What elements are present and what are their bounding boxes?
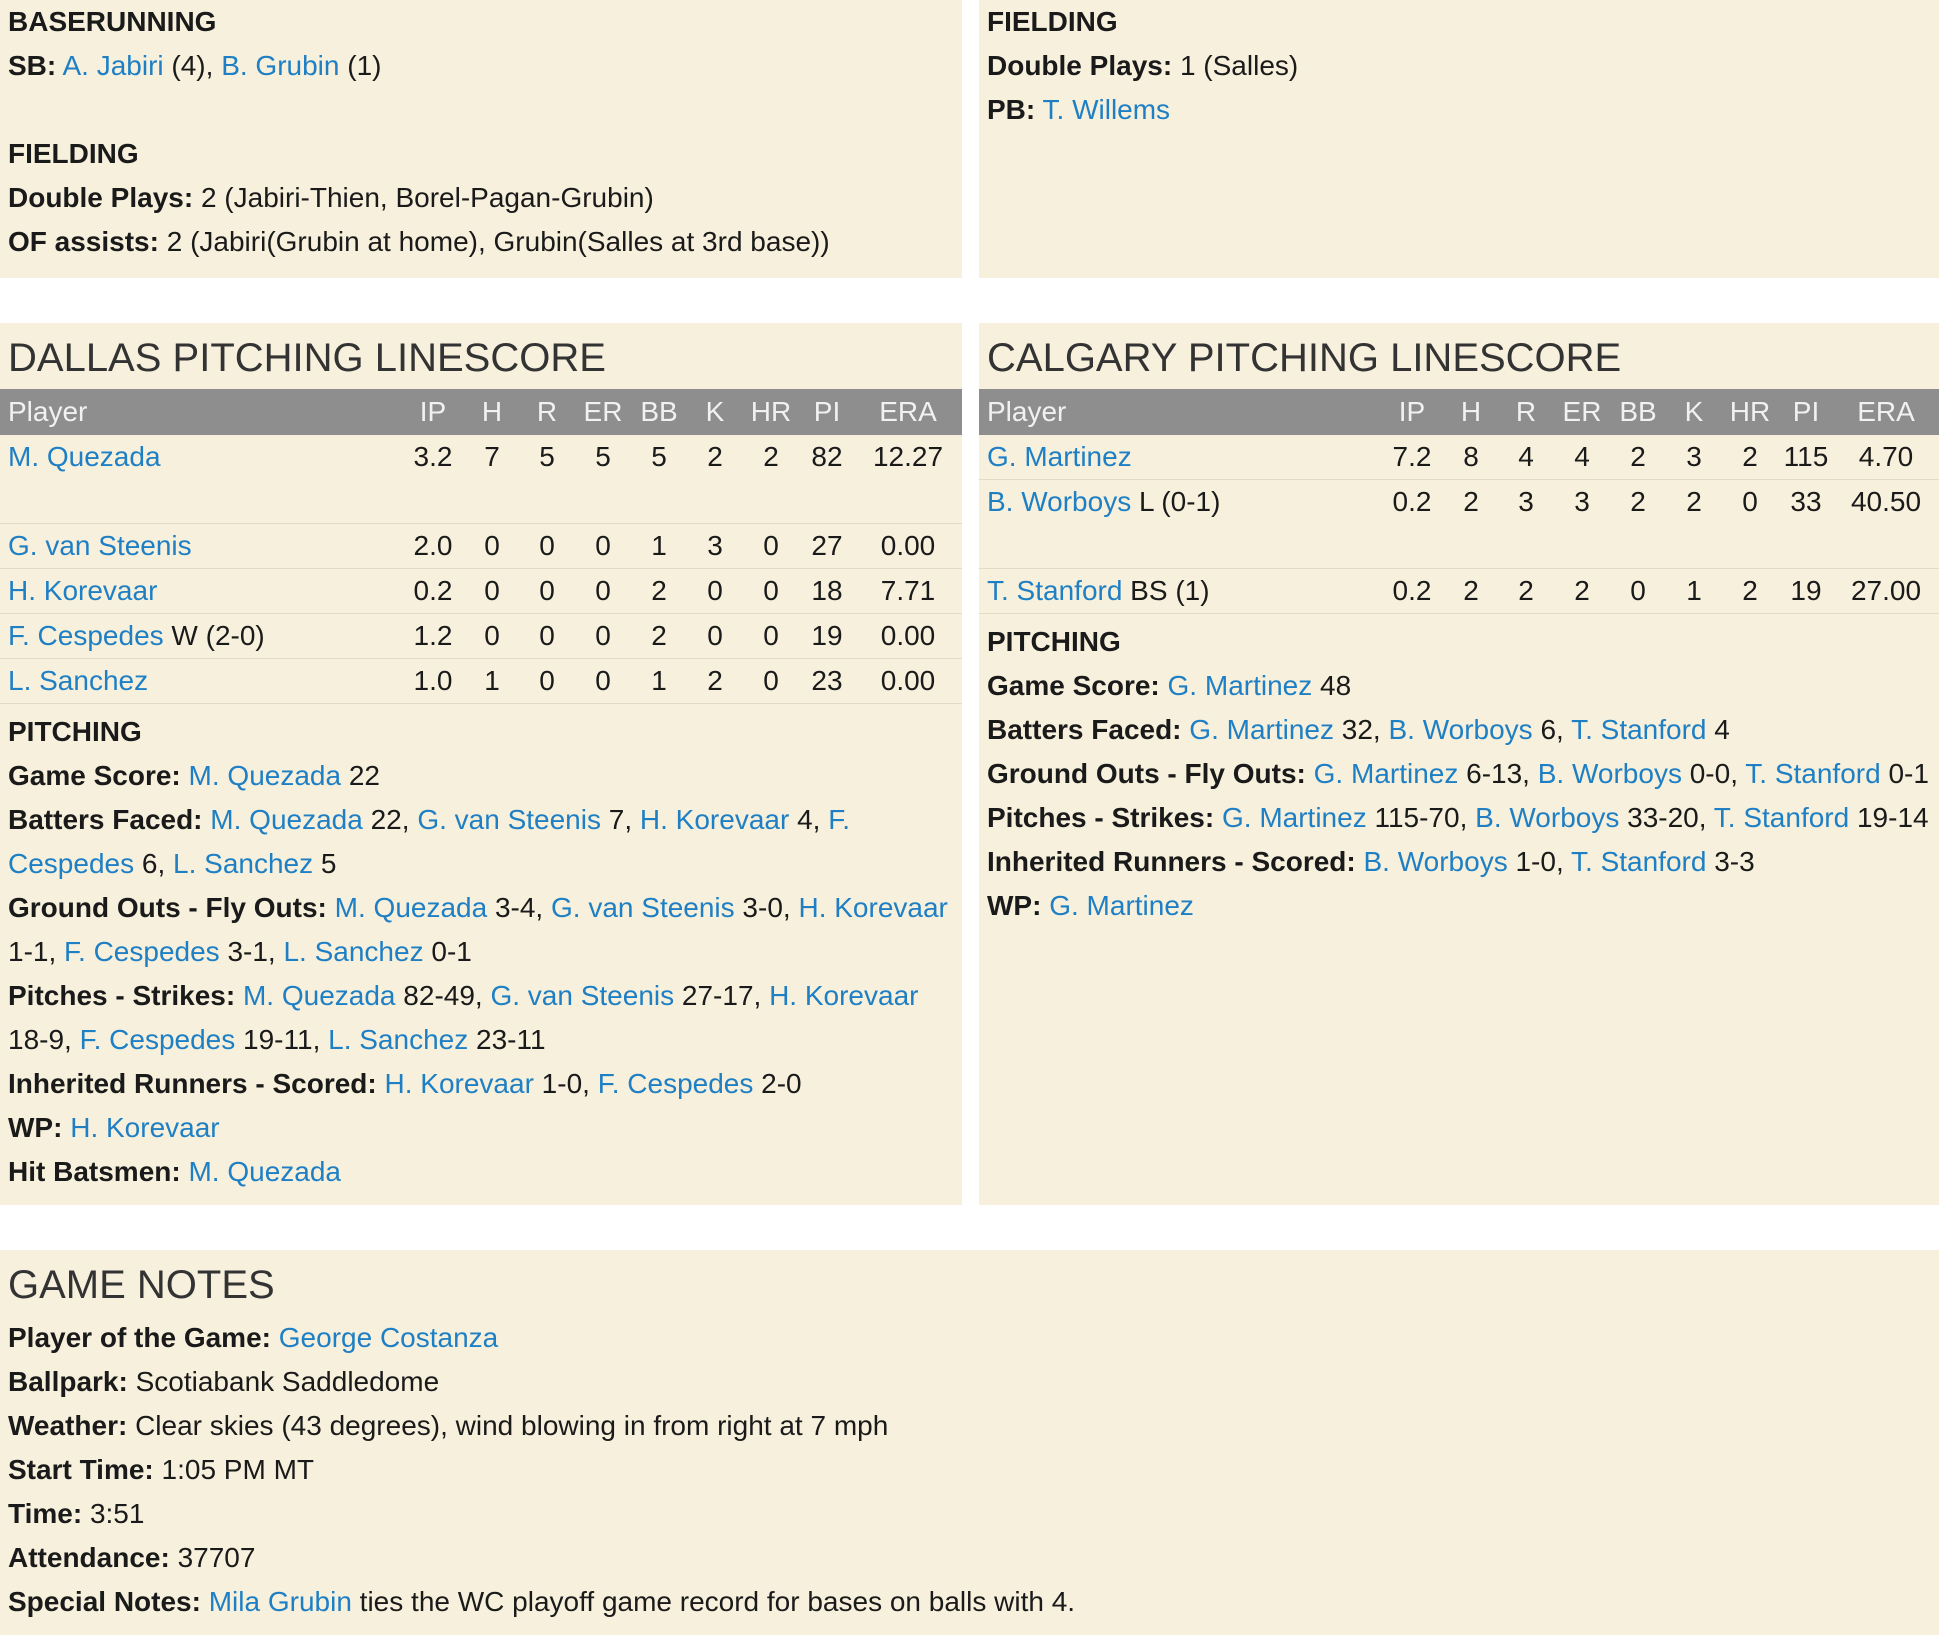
pitcher-row xyxy=(0,524,962,569)
stat-era: 12.27 xyxy=(854,435,962,524)
column-header-bb: BB xyxy=(1609,389,1667,435)
stat-k: 2 xyxy=(1667,480,1721,569)
stat-h: 0 xyxy=(466,524,518,569)
stat-value: 33-20, xyxy=(1619,802,1714,833)
stat-value: 6-13, xyxy=(1458,758,1538,789)
of-text: 2 (Jabiri(Grubin at home), Grubin(Salles at 3rd base)) xyxy=(158,226,830,257)
column-header-player: Player xyxy=(0,389,400,435)
column-header-player: Player xyxy=(979,389,1379,435)
stat-bb: 1 xyxy=(630,659,688,704)
player-link[interactable]: George Costanza xyxy=(278,1322,499,1353)
att-value: 37707 xyxy=(169,1542,256,1573)
dp-label: Double Plays: xyxy=(8,182,194,213)
player-link[interactable]: G. Martinez xyxy=(1189,714,1334,745)
player-link[interactable]: B. Worboys xyxy=(1388,714,1533,745)
calgary-linescore-table xyxy=(979,389,1939,614)
player-link[interactable]: M. Quezada xyxy=(210,804,363,835)
away-baserunning-fielding-panel xyxy=(0,0,962,278)
pitcher-row xyxy=(0,435,962,524)
player-link[interactable]: G. Martinez xyxy=(987,441,1132,472)
dp-text: 1 (Salles) xyxy=(1172,50,1299,81)
stat-value: 3-3 xyxy=(1706,846,1755,877)
of-assists-line xyxy=(8,220,954,264)
sb-count: (1) xyxy=(339,50,382,81)
stat-k: 3 xyxy=(1667,435,1721,480)
stat-er: 3 xyxy=(1555,480,1609,569)
double-plays-line xyxy=(987,44,1931,88)
player-link[interactable]: M. Quezada xyxy=(334,892,488,923)
player-link[interactable]: F. Cespedes xyxy=(79,1024,236,1055)
player-link[interactable]: H. Korevaar xyxy=(769,980,919,1011)
column-header-pi: PI xyxy=(1779,389,1833,435)
time-value: 3:51 xyxy=(82,1498,145,1529)
stat-r: 0 xyxy=(518,524,576,569)
player-link[interactable]: H. Korevaar xyxy=(798,892,948,923)
stat-hr: 2 xyxy=(1721,569,1779,614)
weather-line xyxy=(8,1404,1931,1448)
player-link[interactable]: G. Martinez xyxy=(1049,890,1194,921)
dallas-pitching-panel xyxy=(0,323,962,1205)
stat-value: 115-70, xyxy=(1366,802,1476,833)
bf-label: Batters Faced: xyxy=(987,714,1182,745)
stat-h: 7 xyxy=(466,435,518,524)
stat-era: 0.00 xyxy=(854,659,962,704)
player-link[interactable]: B. Grubin xyxy=(221,50,340,81)
batters-faced-line xyxy=(987,708,1931,752)
park-value: Scotiabank Saddledome xyxy=(127,1366,440,1397)
stat-hr: 2 xyxy=(1721,435,1779,480)
stat-value: 19-14 xyxy=(1849,802,1929,833)
stat-value: 4 xyxy=(1706,714,1730,745)
pitcher-row xyxy=(0,614,962,659)
column-header-ip: IP xyxy=(1379,389,1445,435)
stat-ip: 0.2 xyxy=(400,569,466,614)
player-link[interactable]: H. Korevaar xyxy=(639,804,790,835)
stat-pi: 23 xyxy=(800,659,854,704)
gs-value: 22 xyxy=(341,760,380,791)
player-of-game-line xyxy=(8,1316,1931,1360)
player-link[interactable]: B. Worboys xyxy=(1475,802,1620,833)
stat-bb: 0 xyxy=(1609,569,1667,614)
player-link[interactable]: H. Korevaar xyxy=(70,1112,220,1143)
stat-era: 40.50 xyxy=(1833,480,1939,569)
stat-hr: 0 xyxy=(742,569,800,614)
stat-value: 0-1 xyxy=(1880,758,1929,789)
game-score-line xyxy=(8,754,954,798)
ps-label: Pitches - Strikes: xyxy=(8,980,236,1011)
player-link[interactable]: F. Cespedes xyxy=(64,936,220,967)
column-header-h: H xyxy=(1445,389,1497,435)
column-header-hr: HR xyxy=(742,389,800,435)
stat-ip: 1.2 xyxy=(400,614,466,659)
column-header-er: ER xyxy=(1555,389,1609,435)
stat-value: 0-1 xyxy=(423,936,472,967)
stat-ip: 0.2 xyxy=(1379,480,1445,569)
weather-value: Clear skies (43 degrees), wind blowing in from right at 7 mph xyxy=(127,1410,889,1441)
stat-er: 4 xyxy=(1555,435,1609,480)
stat-era: 7.71 xyxy=(854,569,962,614)
stat-pi: 82 xyxy=(800,435,854,524)
pitcher-cell xyxy=(979,480,1379,569)
decision-note: W (2-0) xyxy=(163,620,265,651)
column-header-ip: IP xyxy=(400,389,466,435)
att-label: Attendance: xyxy=(8,1542,170,1573)
stat-era: 4.70 xyxy=(1833,435,1939,480)
player-link[interactable]: G. van Steenis xyxy=(551,892,735,923)
game-notes-title: GAME NOTES xyxy=(8,1263,275,1307)
hb-label: Hit Batsmen: xyxy=(8,1156,181,1187)
stat-value: 6, xyxy=(1532,714,1572,745)
stat-pi: 19 xyxy=(800,614,854,659)
dallas-linescore-table xyxy=(0,389,962,704)
player-link[interactable]: T. Willems xyxy=(1042,94,1171,125)
stat-value: 23-11 xyxy=(468,1024,546,1055)
player-link[interactable]: G. Martinez xyxy=(1221,802,1367,833)
stat-value: 3-1, xyxy=(219,936,284,967)
stat-r: 3 xyxy=(1497,480,1555,569)
stat-bb: 2 xyxy=(1609,435,1667,480)
stat-er: 0 xyxy=(576,524,630,569)
pitcher-cell xyxy=(0,659,400,704)
stat-value: 18-9, xyxy=(8,1024,80,1055)
player-link[interactable]: L. Sanchez xyxy=(8,665,149,696)
attendance-line xyxy=(8,1536,1931,1580)
player-link[interactable]: H. Korevaar xyxy=(8,575,158,606)
stat-r: 0 xyxy=(518,659,576,704)
stat-k: 1 xyxy=(1667,569,1721,614)
player-link[interactable]: M. Quezada xyxy=(242,980,396,1011)
player-link[interactable]: T. Stanford xyxy=(1745,758,1881,789)
stat-era: 0.00 xyxy=(854,614,962,659)
player-link[interactable]: L. Sanchez xyxy=(328,1024,469,1055)
stat-h: 0 xyxy=(466,614,518,659)
of-label: OF assists: xyxy=(8,226,159,257)
stat-value: 1-1, xyxy=(8,936,65,967)
pitcher-cell xyxy=(0,435,400,524)
stat-er: 2 xyxy=(1555,569,1609,614)
column-header-bb: BB xyxy=(630,389,688,435)
stat-value: 3-4, xyxy=(487,892,551,923)
column-header-k: K xyxy=(1667,389,1721,435)
column-header-era: ERA xyxy=(854,389,962,435)
pitcher-cell xyxy=(979,435,1379,480)
ps-label: Pitches - Strikes: xyxy=(987,802,1215,833)
special-label: Special Notes: xyxy=(8,1586,201,1617)
dp-text: 2 (Jabiri-Thien, Borel-Pagan-Grubin) xyxy=(193,182,654,213)
player-link[interactable]: G. van Steenis xyxy=(490,980,675,1011)
stat-value: 4, xyxy=(789,804,829,835)
stat-value: 82-49, xyxy=(395,980,491,1011)
wild-pitch-line xyxy=(987,884,1931,928)
stat-value: 22, xyxy=(362,804,418,835)
player-link[interactable]: T. Stanford xyxy=(987,575,1123,606)
pb-label: PB: xyxy=(987,94,1036,125)
pitcher-row xyxy=(979,435,1939,480)
home-fielding-panel xyxy=(979,0,1939,278)
stat-value: 6, xyxy=(134,848,174,879)
park-label: Ballpark: xyxy=(8,1366,128,1397)
stat-k: 0 xyxy=(688,614,742,659)
stat-h: 2 xyxy=(1445,569,1497,614)
pitcher-cell xyxy=(0,569,400,614)
special-value: ties the WC playoff game record for bases on balls with 4. xyxy=(351,1586,1076,1617)
stat-value: 7, xyxy=(600,804,640,835)
column-header-pi: PI xyxy=(800,389,854,435)
stat-value: 1-0, xyxy=(1507,846,1572,877)
stat-hr: 0 xyxy=(742,659,800,704)
weather-label: Weather: xyxy=(8,1410,128,1441)
stat-k: 0 xyxy=(688,569,742,614)
decision-note: BS (1) xyxy=(1122,575,1210,606)
gs-label: Game Score: xyxy=(8,760,181,791)
player-link[interactable]: G. van Steenis xyxy=(417,804,601,835)
stat-ip: 7.2 xyxy=(1379,435,1445,480)
stat-value: 19-11, xyxy=(235,1024,329,1055)
player-link[interactable]: A. Jabiri xyxy=(62,50,164,81)
stat-bb: 5 xyxy=(630,435,688,524)
stolen-bases-line xyxy=(8,44,954,88)
pitcher-cell xyxy=(0,524,400,569)
column-header-k: K xyxy=(688,389,742,435)
stat-bb: 1 xyxy=(630,524,688,569)
stat-r: 4 xyxy=(1497,435,1555,480)
player-link[interactable]: M. Quezada xyxy=(8,441,161,472)
stat-r: 2 xyxy=(1497,569,1555,614)
stat-value: 32, xyxy=(1334,714,1389,745)
potg-label: Player of the Game: xyxy=(8,1322,271,1353)
stat-hr: 2 xyxy=(742,435,800,524)
bf-label: Batters Faced: xyxy=(8,804,203,835)
stat-k: 2 xyxy=(688,435,742,524)
stat-bb: 2 xyxy=(1609,480,1667,569)
player-link[interactable]: T. Stanford xyxy=(1571,714,1707,745)
stat-era: 0.00 xyxy=(854,524,962,569)
player-link[interactable]: G. van Steenis xyxy=(8,530,192,561)
stat-h: 2 xyxy=(1445,480,1497,569)
time-label: Time: xyxy=(8,1498,83,1529)
calgary-pitching-panel xyxy=(979,323,1939,1205)
player-link[interactable]: F. Cespedes xyxy=(8,620,164,651)
player-link[interactable]: F. Cespedes xyxy=(8,804,850,879)
fielding-heading: FIELDING xyxy=(8,138,139,169)
player-link[interactable]: T. Stanford xyxy=(1713,802,1850,833)
ir-label: Inherited Runners - Scored: xyxy=(987,846,1356,877)
pitching-heading: PITCHING xyxy=(8,716,142,747)
start-label: Start Time: xyxy=(8,1454,154,1485)
ballpark-line xyxy=(8,1360,1931,1404)
wild-pitch-line xyxy=(8,1106,954,1150)
batters-faced-line xyxy=(8,798,954,886)
game-time-line xyxy=(8,1492,1931,1536)
stat-er: 0 xyxy=(576,659,630,704)
stat-er: 0 xyxy=(576,569,630,614)
stat-value: 0-0, xyxy=(1681,758,1746,789)
stat-value: 5 xyxy=(313,848,337,879)
dp-label: Double Plays: xyxy=(987,50,1173,81)
stat-era: 27.00 xyxy=(1833,569,1939,614)
start-time-line xyxy=(8,1448,1931,1492)
baserunning-heading: BASERUNNING xyxy=(8,6,217,37)
stat-ip: 3.2 xyxy=(400,435,466,524)
game-score-line xyxy=(987,664,1931,708)
pitcher-row xyxy=(979,569,1939,614)
stat-er: 0 xyxy=(576,614,630,659)
stat-pi: 115 xyxy=(1779,435,1833,480)
stat-hr: 0 xyxy=(1721,480,1779,569)
player-link[interactable]: B. Worboys xyxy=(987,486,1132,517)
stat-er: 5 xyxy=(576,435,630,524)
column-header-er: ER xyxy=(576,389,630,435)
game-notes-panel xyxy=(0,1250,1939,1635)
stat-value: 2-0 xyxy=(753,1068,802,1099)
player-link[interactable]: G. Martinez xyxy=(1313,758,1459,789)
stat-k: 3 xyxy=(688,524,742,569)
stat-r: 0 xyxy=(518,569,576,614)
pitcher-row xyxy=(979,480,1939,569)
stat-pi: 33 xyxy=(1779,480,1833,569)
inherited-runners-line xyxy=(8,1062,954,1106)
stat-r: 0 xyxy=(518,614,576,659)
hit-batsmen-line xyxy=(8,1150,954,1194)
go-label: Ground Outs - Fly Outs: xyxy=(987,758,1306,789)
decision-note: L (0-1) xyxy=(1131,486,1221,517)
stat-pi: 19 xyxy=(1779,569,1833,614)
pitcher-cell xyxy=(979,569,1379,614)
stat-ip: 2.0 xyxy=(400,524,466,569)
stat-value: 3-0, xyxy=(734,892,799,923)
double-plays-line xyxy=(8,176,954,220)
wp-label: WP: xyxy=(987,890,1042,921)
player-link[interactable]: G. Martinez xyxy=(1167,670,1313,701)
pitcher-row xyxy=(0,659,962,704)
special-notes-line xyxy=(8,1580,1931,1624)
stat-hr: 0 xyxy=(742,614,800,659)
stat-ip: 1.0 xyxy=(400,659,466,704)
stat-ip: 0.2 xyxy=(1379,569,1445,614)
stat-pi: 27 xyxy=(800,524,854,569)
player-link[interactable]: L. Sanchez xyxy=(173,848,314,879)
pitching-heading: PITCHING xyxy=(987,626,1121,657)
stat-pi: 18 xyxy=(800,569,854,614)
player-link[interactable]: M. Quezada xyxy=(188,1156,342,1187)
sb-label: SB: xyxy=(8,50,57,81)
wp-label: WP: xyxy=(8,1112,63,1143)
start-value: 1:05 PM MT xyxy=(153,1454,315,1485)
fielding-heading: FIELDING xyxy=(987,6,1118,37)
sb-count: (4), xyxy=(163,50,222,81)
column-header-r: R xyxy=(1497,389,1555,435)
inherited-runners-line xyxy=(987,840,1931,884)
gs-value: 48 xyxy=(1312,670,1352,701)
ir-label: Inherited Runners - Scored: xyxy=(8,1068,377,1099)
player-link[interactable]: H. Korevaar xyxy=(384,1068,534,1099)
player-link[interactable]: B. Worboys xyxy=(1363,846,1508,877)
player-link[interactable]: F. Cespedes xyxy=(597,1068,754,1099)
player-link[interactable]: L. Sanchez xyxy=(283,936,424,967)
passed-ball-line xyxy=(987,88,1931,132)
go-label: Ground Outs - Fly Outs: xyxy=(8,892,327,923)
pitches-strikes-line xyxy=(987,796,1931,840)
pitches-strikes-line xyxy=(8,974,954,1062)
column-header-h: H xyxy=(466,389,518,435)
column-header-hr: HR xyxy=(1721,389,1779,435)
groundouts-flyouts-line xyxy=(8,886,954,974)
player-link[interactable]: Mila Grubin xyxy=(208,1586,352,1617)
dallas-linescore-title: DALLAS PITCHING LINESCORE xyxy=(8,336,606,380)
stat-value: 27-17, xyxy=(674,980,770,1011)
groundouts-flyouts-line xyxy=(987,752,1931,796)
player-link[interactable]: M. Quezada xyxy=(188,760,342,791)
stat-bb: 2 xyxy=(630,614,688,659)
stat-r: 5 xyxy=(518,435,576,524)
stat-h: 1 xyxy=(466,659,518,704)
stat-h: 0 xyxy=(466,569,518,614)
pitcher-cell xyxy=(0,614,400,659)
player-link[interactable]: T. Stanford xyxy=(1571,846,1707,877)
player-link[interactable]: B. Worboys xyxy=(1537,758,1682,789)
stat-h: 8 xyxy=(1445,435,1497,480)
pitcher-row xyxy=(0,569,962,614)
stat-value: 1-0, xyxy=(533,1068,598,1099)
stat-hr: 0 xyxy=(742,524,800,569)
column-header-r: R xyxy=(518,389,576,435)
calgary-linescore-title: CALGARY PITCHING LINESCORE xyxy=(987,336,1622,380)
column-header-era: ERA xyxy=(1833,389,1939,435)
stat-k: 2 xyxy=(688,659,742,704)
gs-label: Game Score: xyxy=(987,670,1160,701)
stat-bb: 2 xyxy=(630,569,688,614)
